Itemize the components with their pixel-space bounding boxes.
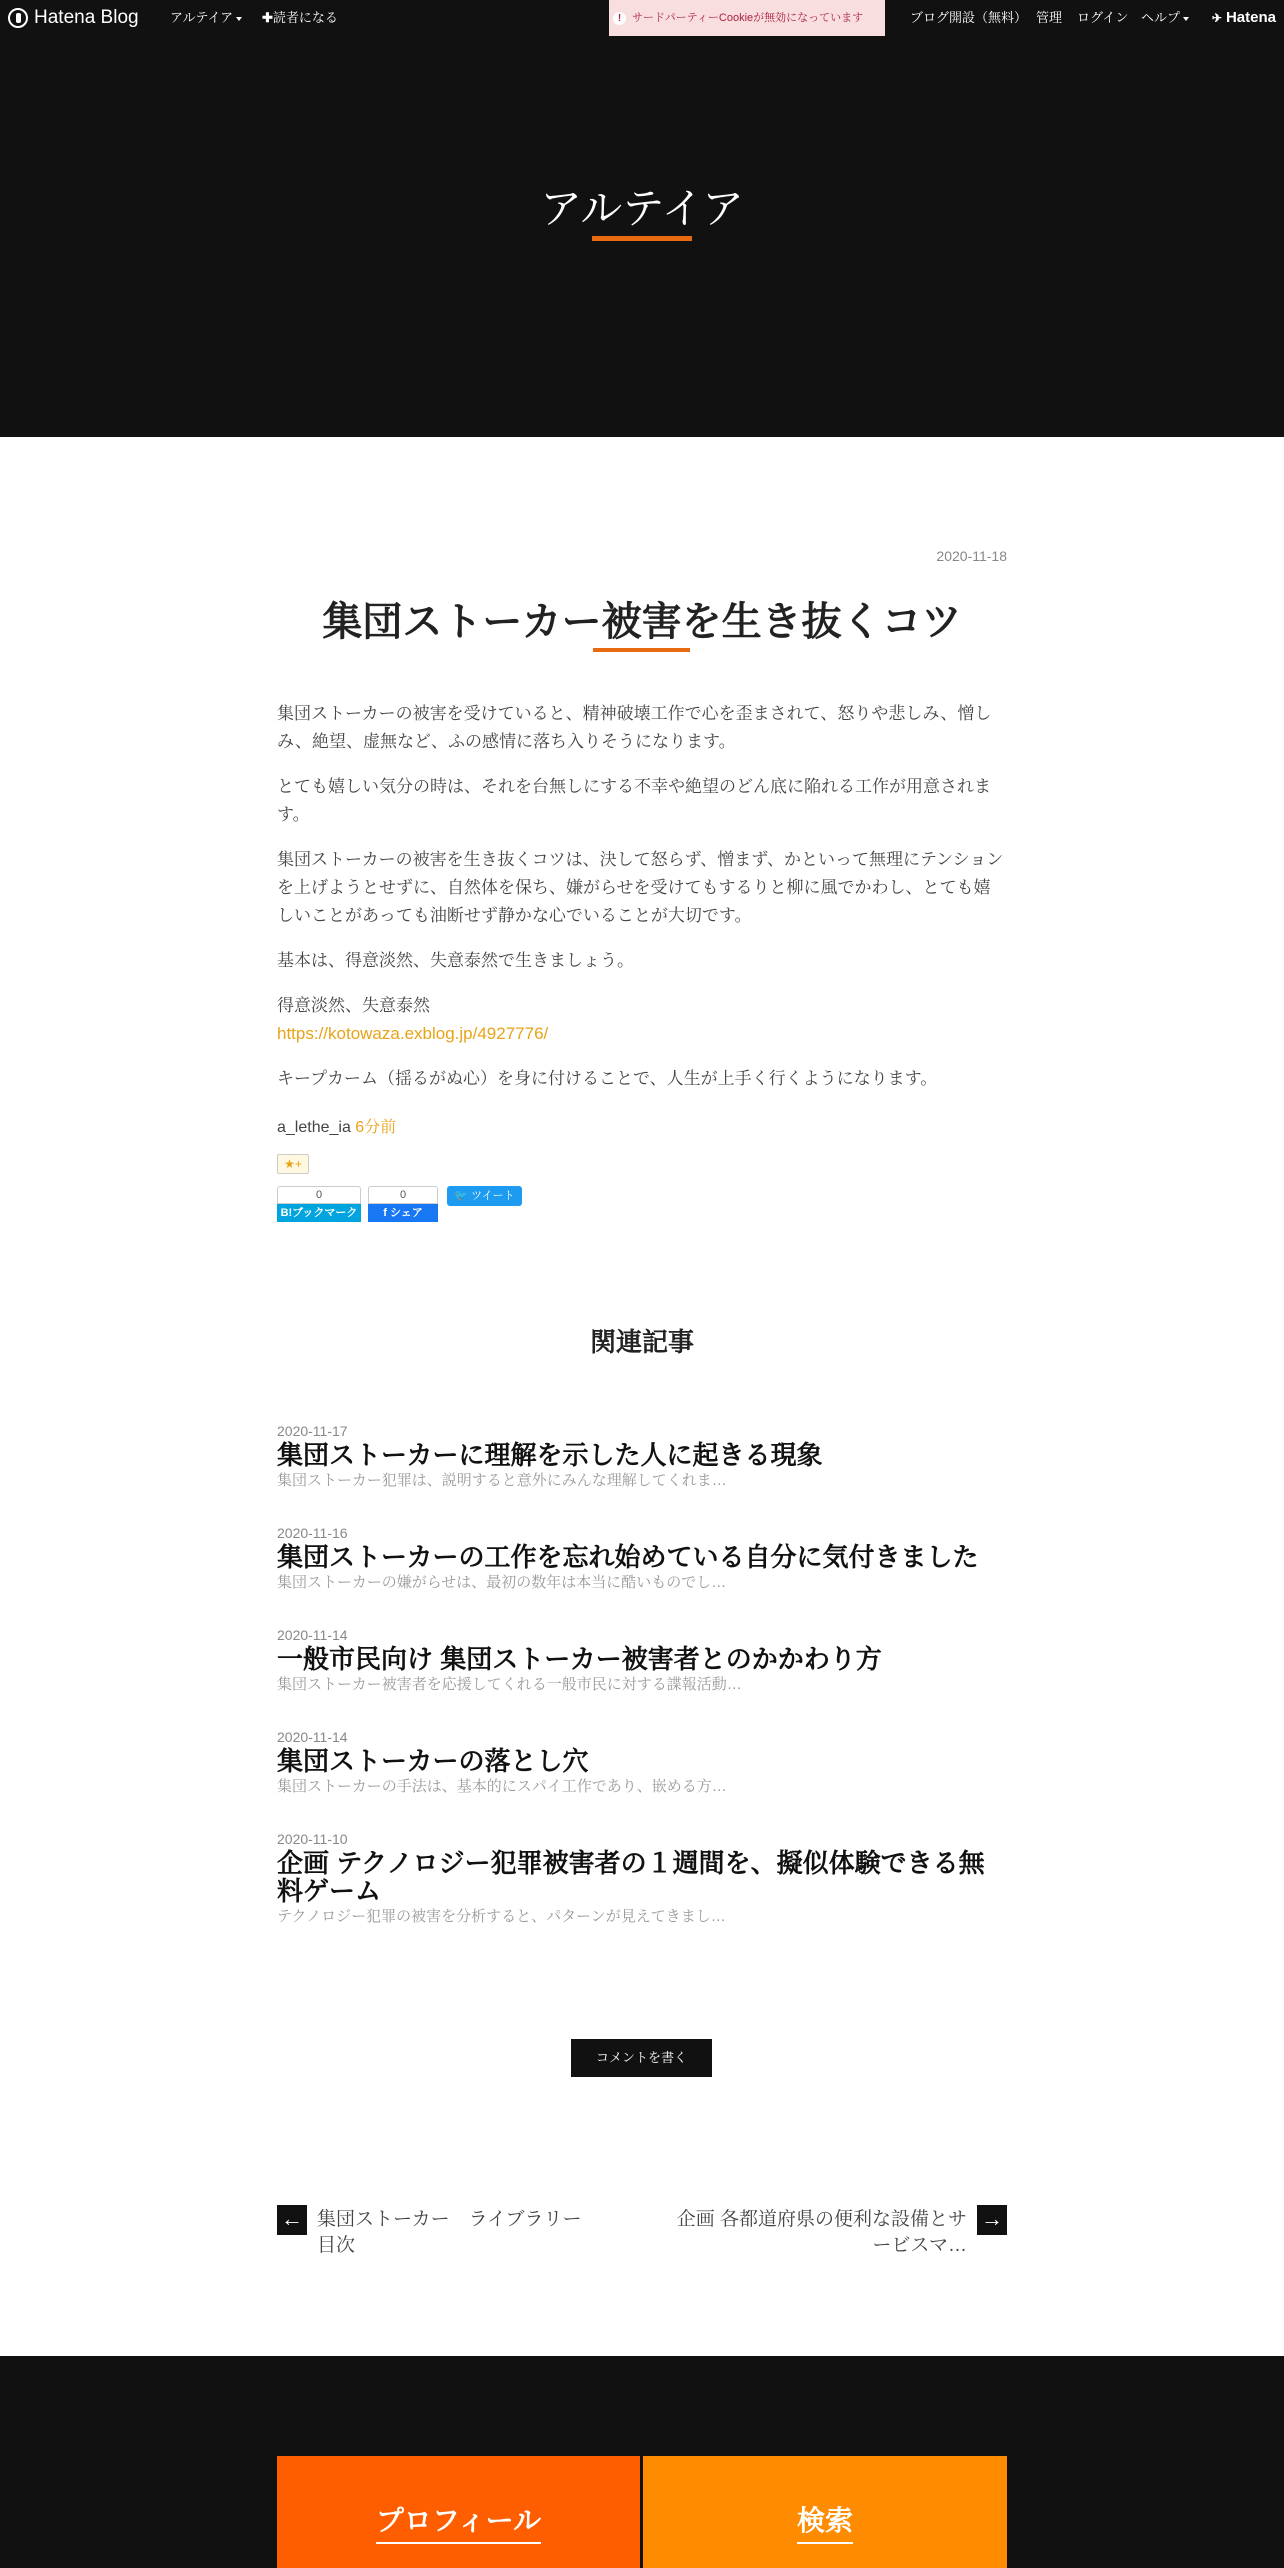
cookie-notice[interactable] (609, 0, 885, 36)
bookmark-label: B!ブックマーク (277, 1204, 361, 1222)
article-paragraph: とても嬉しい気分の時は、それを台無しにする不幸や絶望のどん底に陥れる工作が用意されます。 (277, 777, 991, 824)
next-entry-link[interactable] (676, 2205, 1007, 2255)
info-icon: ! (613, 12, 626, 25)
login-link[interactable]: ログイン (1077, 10, 1129, 25)
related-date: 2020-11-14 (277, 1729, 348, 1745)
tweet-button[interactable] (447, 1186, 522, 1206)
blog-header (0, 36, 1284, 437)
hatena-blog-logo[interactable] (8, 0, 139, 36)
title-underline (592, 236, 692, 241)
blog-title[interactable]: アルテイア (539, 185, 745, 232)
quote-text: 得意淡然、失意泰然 (277, 996, 430, 1015)
related-excerpt: 集団ストーカーの手法は、基本的にスパイ工作であり、嵌める方… (277, 1778, 727, 1795)
help-dropdown[interactable] (1141, 0, 1189, 36)
related-title[interactable]: 集団ストーカーの工作を忘れ始めている自分に気付きました (277, 1542, 979, 1572)
facebook-share-label: f シェア (368, 1204, 438, 1222)
next-entry-title: 企画 各都道府県の便利な設備とサービスマ… (676, 2209, 967, 2256)
related-article[interactable] (277, 1422, 1007, 1491)
hatena-label: Hatena (1225, 9, 1276, 26)
time-ago-link[interactable]: 6分前 (355, 1119, 397, 1136)
facebook-share-count: 0 (368, 1186, 438, 1204)
related-date: 2020-11-16 (277, 1525, 348, 1541)
prev-entry-title: 集団ストーカー ライブラリー 目次 (317, 2209, 601, 2256)
twitter-bird-icon: 🐦 (454, 1190, 469, 1202)
subscribe-label: 読者になる (272, 10, 338, 25)
write-comment-button[interactable]: コメントを書く (571, 2039, 712, 2077)
plus-icon: ✚ (262, 10, 273, 25)
article-body (277, 700, 1007, 1110)
related-title[interactable]: 集団ストーカーの落とし穴 (277, 1746, 589, 1776)
related-article[interactable] (277, 1830, 1007, 1927)
related-excerpt: 集団ストーカー犯罪は、説明すると意外にみんな理解してくれま… (277, 1472, 727, 1489)
bookmark-count: 0 (277, 1186, 361, 1204)
search-module[interactable] (643, 2456, 1007, 2568)
related-article[interactable] (277, 1524, 1007, 1593)
hatena-logo-icon (8, 8, 28, 28)
cookie-notice-text: サードパーティーCookieが無効になっています (632, 12, 864, 24)
blog-menu-dropdown[interactable] (170, 0, 242, 36)
related-date: 2020-11-10 (277, 1831, 348, 1847)
hatena-bird-icon: ✈ (1211, 11, 1222, 25)
related-excerpt: 集団ストーカー被害者を応援してくれる一般市民に対する諜報活動… (277, 1676, 742, 1693)
related-article[interactable] (277, 1728, 1007, 1797)
related-articles-heading: 関連記事 (589, 1327, 694, 1357)
quote-block (277, 992, 1007, 1048)
article-paragraph: キープカーム（揺るがぬ心）を身に付けることで、人生が上手く行くようになります。 (277, 1069, 938, 1088)
caret-down-icon (236, 17, 242, 21)
blog-menu-label: アルテイア (170, 10, 234, 25)
arrow-right-icon: → (977, 2205, 1007, 2235)
hatena-link[interactable] (1212, 0, 1276, 36)
related-title[interactable]: 集団ストーカーに理解を示した人に起きる現象 (277, 1440, 823, 1470)
article-date[interactable]: 2020-11-18 (936, 548, 1007, 564)
article-paragraph: 基本は、得意淡然、失意泰然で生きましょう。 (277, 951, 634, 970)
add-star-button[interactable]: ★+ (277, 1154, 309, 1174)
prev-entry-link[interactable] (277, 2205, 617, 2255)
article-paragraph: 集団ストーカーの被害を生き抜くコツは、決して怒らず、憎まず、かといって無理にテンションを上げようとせずに、自然体を保ち、嫌がらせを受けてもするりと柳に風でかわし、とても嬉しいことがあっても油断せず静かな心でいることが大切です。 (277, 850, 1004, 925)
footer (0, 2356, 1284, 2568)
article-paragraph: 集団ストーカーの被害を受けていると、精神破壊工作で心を歪まされて、怒りや悲しみ、憎しみ、絶望、虚無など、ふの感情に落ち入りそうになります。 (277, 704, 992, 751)
related-title[interactable]: 企画 テクノロジー犯罪被害者の１週間を、擬似体験できる無料ゲーム (277, 1848, 985, 1906)
facebook-share-button[interactable] (368, 1186, 438, 1226)
arrow-left-icon: ← (277, 2205, 307, 2235)
author-name[interactable]: a_lethe_ia (277, 1119, 351, 1136)
profile-module[interactable] (277, 2456, 640, 2568)
related-title[interactable]: 一般市民向け 集団ストーカー被害者とのかかわり方 (277, 1644, 882, 1674)
related-excerpt: テクノロジー犯罪の被害を分析すると、パターンが見えてきまし… (277, 1908, 726, 1925)
search-heading: 検索 (797, 2506, 853, 2544)
subscribe-button[interactable] (262, 0, 338, 36)
related-date: 2020-11-14 (277, 1627, 348, 1643)
caret-down-icon (1183, 17, 1189, 21)
help-label: ヘルプ (1141, 10, 1181, 25)
related-date: 2020-11-17 (277, 1423, 348, 1439)
article-title-underline (593, 648, 690, 652)
article-title[interactable]: 集団ストーカー被害を生き抜くコツ (322, 600, 962, 644)
admin-link[interactable]: 管理 (1036, 10, 1063, 25)
related-article[interactable] (277, 1626, 1007, 1695)
open-blog-link[interactable]: ブログ開設（無料） (910, 10, 1028, 25)
quote-link[interactable]: https://kotowaza.exblog.jp/4927776/ (277, 1024, 549, 1043)
hatena-bookmark-button[interactable] (277, 1186, 361, 1226)
global-header (0, 0, 1284, 36)
logo-text: Hatena Blog (34, 7, 139, 28)
tweet-label: ツイート (471, 1190, 515, 1202)
related-excerpt: 集団ストーカーの嫌がらせは、最初の数年は本当に酷いものでし… (277, 1574, 727, 1591)
byline (277, 1114, 396, 1137)
profile-heading: プロフィール (376, 2506, 541, 2544)
